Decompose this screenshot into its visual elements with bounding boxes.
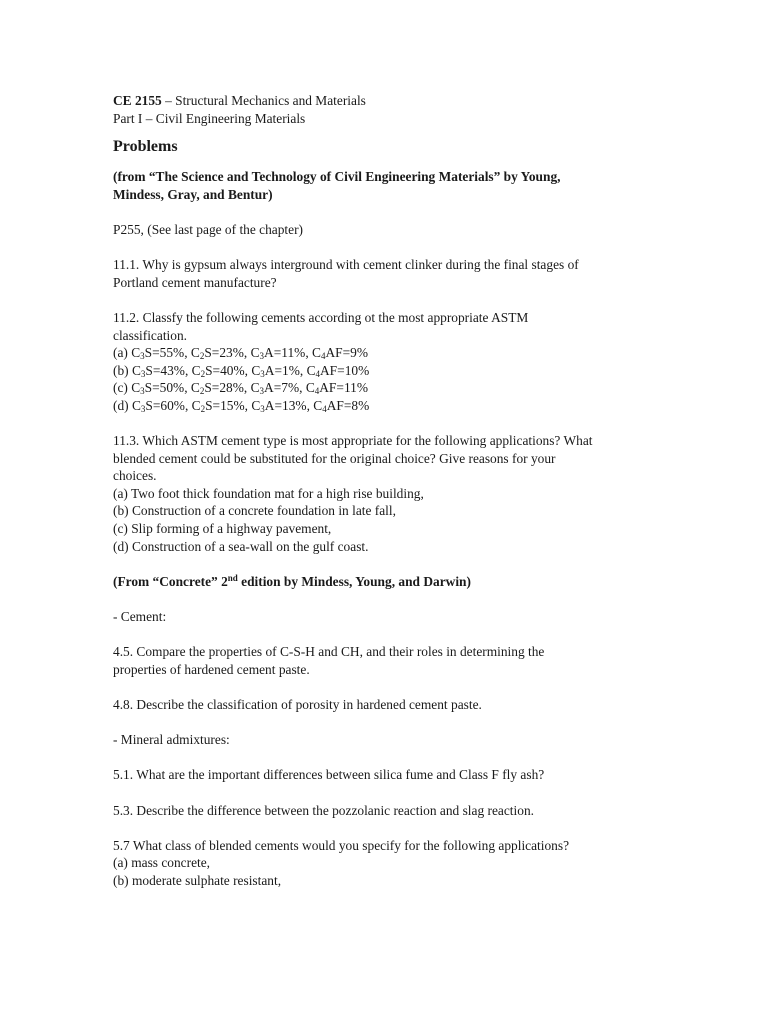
question-5-7-line-1: 5.7 What class of blended cements would you specify for the following applications? bbox=[113, 837, 570, 853]
question-11-3-line-2: blended cement could be substituted for the original choice? Give reasons for your bbox=[113, 450, 556, 466]
blended-item-b: (b) moderate sulphate resistant, bbox=[113, 872, 282, 888]
question-4-8: 4.8. Describe the classification of porosity in hardened cement paste. bbox=[113, 697, 482, 712]
question-11-3-line-1: 11.3. Which ASTM cement type is most appropriate for the following applications? What bbox=[113, 433, 593, 449]
course-part: Part I – Civil Engineering Materials bbox=[113, 110, 306, 126]
question-5-3: 5.3. Describe the difference between the pozzolanic reaction and slag reaction. bbox=[113, 802, 534, 818]
application-item-b: (b) Construction of a concrete foundation in late fall, bbox=[113, 503, 396, 519]
question-11-1-line-2: Portland cement manufacture? bbox=[113, 274, 277, 290]
question-11-1-line-1: 11.1. Why is gypsum always interground with cement clinker during the final stages of bbox=[113, 257, 579, 273]
question-11-2-line-2: classification. bbox=[113, 327, 187, 343]
question-4-5-line-1: 4.5. Compare the properties of C-S-H and CH, and their roles in determining the bbox=[113, 644, 545, 660]
cement-composition-b: (b) $C_3S=43\%$, $C_2S=40\%$, $C_3A=1\%$, $C_4AF=10\%$ bbox=[113, 362, 370, 379]
course-code: CE 2155 bbox=[113, 93, 162, 108]
application-item-d: (d) Construction of a sea-wall on the gulf coast. bbox=[113, 538, 369, 554]
cement-composition-d: (d) $C_3S=60\%$, $C_2S=15\%$, $C_3A=13\%$, $C_4AF=8\%$ bbox=[113, 397, 370, 414]
document-page bbox=[113, 92, 653, 890]
question-4-5-line-2: properties of hardened cement paste. bbox=[113, 661, 310, 677]
cement-composition-a: (a) $C_3S=55\%$, $C_2S=23\%$, $C_3A=11\%$, $C_4AF=9\%$ bbox=[113, 345, 368, 362]
question-11-2-line-1: 11.2. Classfy the following cements according ot the most appropriate ASTM bbox=[113, 309, 529, 325]
question-5-1: 5.1. What are the important differences between silica fume and Class F fly ash? bbox=[113, 767, 545, 783]
cement-composition-c: (c) $C_3S=50\%$, $C_2S=28\%$, $C_3A=7\%$, $C_4AF=11\%$ bbox=[113, 380, 368, 397]
page-reference: P255, (See last page of the chapter) bbox=[113, 221, 304, 237]
application-item-a: (a) Two foot thick foundation mat for a high rise building, bbox=[113, 485, 424, 501]
course-header bbox=[113, 92, 653, 110]
source-1-line-1: (from “The Science and Technology of Civil Engineering Materials” by Young, bbox=[113, 169, 561, 185]
problems-heading: Problems bbox=[113, 138, 178, 156]
source-1-line-2: Mindess, Gray, and Bentur) bbox=[113, 186, 273, 202]
blended-item-a: (a) mass concrete, bbox=[113, 855, 211, 871]
application-item-c: (c) Slip forming of a highway pavement, bbox=[113, 521, 332, 537]
section-cement: - Cement: bbox=[113, 609, 167, 625]
section-mineral-admixtures: - Mineral admixtures: bbox=[113, 732, 230, 748]
course-title: – Structural Mechanics and Materials bbox=[161, 93, 366, 108]
question-11-3-line-3: choices. bbox=[113, 468, 157, 484]
source-2: (From “Concrete” 2nd edition by Mindess, Young, and Darwin) bbox=[113, 572, 471, 589]
